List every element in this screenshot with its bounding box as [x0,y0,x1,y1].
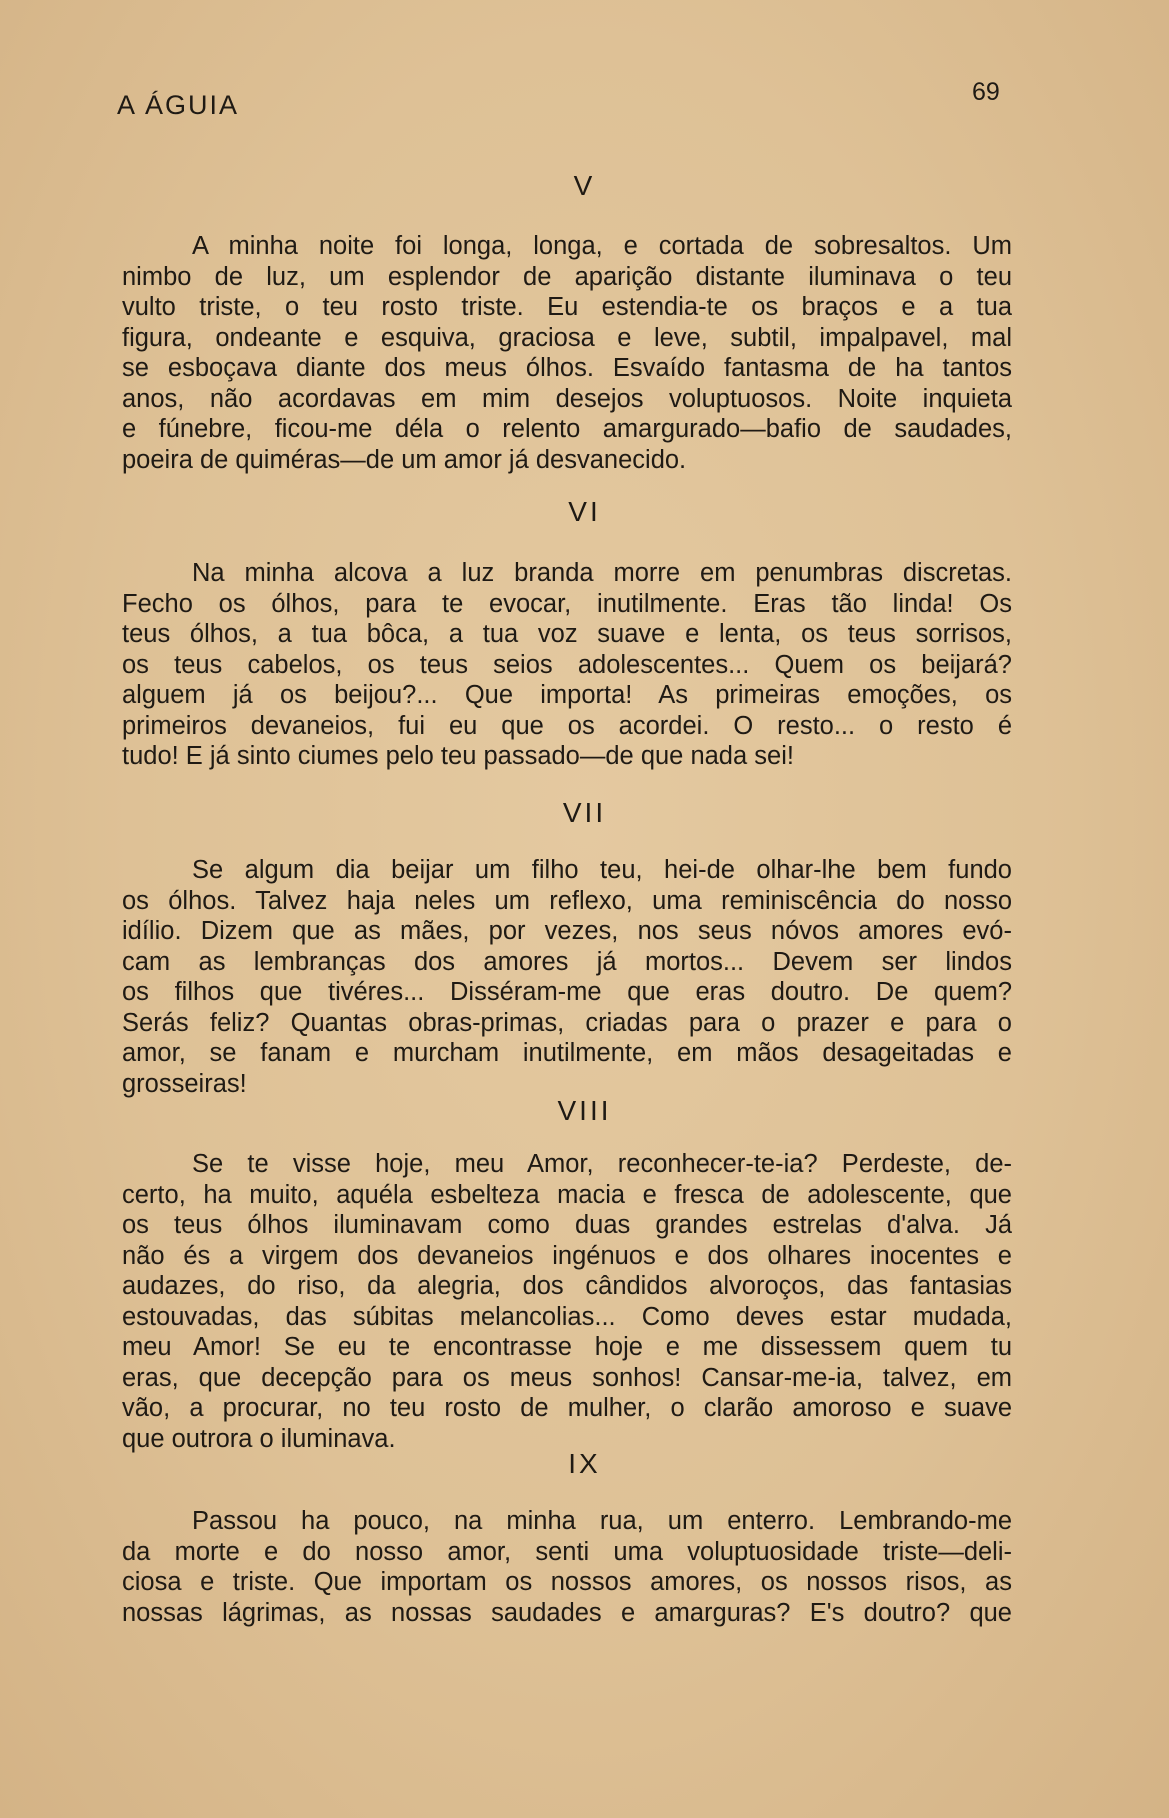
text-line: Passou ha pouco, na minha rua, um enterro. Lembrando-me [192,1507,1012,1535]
text-line: e fúnebre, ficou-me déla o relento amargurado—bafio de saudades, [122,415,1012,443]
text-line: se esboçava diante dos meus ólhos. Esvaído fantasma de ha tantos [122,354,1012,382]
text-line: poeira de quiméras—de um amor já desvanecido. [122,445,687,474]
text-line: não és a virgem dos devaneios ingénuos e dos olhares inocentes e [122,1241,1012,1270]
section-ix-text [122,1506,1012,1628]
text-line: meu Amor! Se eu te encontrasse hoje e me dissessem quem tu [122,1333,1012,1361]
text-line: eras, que decepção para os meus sonhos! Cansar-me-ia, talvez, em [122,1363,1012,1392]
text-line: grosseiras! [122,1069,247,1098]
section-heading-vii: VII [562,797,607,828]
text-line: os teus cabelos, os teus seios adolescentes... Quem os beijará? [122,650,1012,679]
text-line: alguem já os beijou?... Que importa! As primeiras emoções, os [122,681,1012,709]
text-line: os teus ólhos iluminavam como duas grandes estrelas d'alva. Já [122,1211,1012,1239]
text-line: idílio. Dizem que as mães, por vezes, nos seus nóvos amores evó- [122,917,1012,945]
text-line: cam as lembranças dos amores já mortos... Devem ser lindos [122,947,1012,976]
text-line: certo, ha muito, aquéla esbelteza macia e fresca de adolescente, que [122,1180,1012,1209]
text-line: os ólhos. Talvez haja neles um reflexo, uma reminiscência do nosso [122,886,1012,915]
section-v-text [122,231,1012,475]
section-vii-text [122,855,1012,1099]
text-line: ciosa e triste. Que importam os nossos amores, os nossos risos, as [122,1568,1012,1596]
text-line: Fecho os ólhos, para te evocar, inutilmente. Eras tão linda! Os [122,589,1012,618]
text-line: amor, se fanam e murcham inutilmente, em mãos desageitadas e [122,1039,1012,1067]
text-line: vão, a procurar, no teu rosto de mulher, o clarão amoroso e suave [122,1394,1012,1422]
text-line: figura, ondeante e esquiva, graciosa e leve, subtil, impalpavel, mal [122,323,1012,352]
text-line: os filhos que tivéres... Disséram-me que eras doutro. De quem? [122,978,1012,1006]
text-line: primeiros devaneios, fui eu que os acordei. O resto... o resto é [122,711,1012,740]
text-line: vulto triste, o teu rosto triste. Eu estendia-te os braços e a tua [122,293,1012,321]
text-line: Se te visse hoje, meu Amor, reconhecer-te-ia? Perdeste, de- [192,1150,1012,1178]
section-heading-ix: IX [568,1448,601,1479]
text-line: estouvadas, das súbitas melancolias... Como deves estar mudada, [122,1302,1012,1331]
text-line: tudo! E já sinto ciumes pelo teu passado—de que nada sei! [122,742,794,770]
text-line: da morte e do nosso amor, senti uma voluptuosidade triste—deli- [122,1537,1012,1566]
text-line: A minha noite foi longa, longa, e cortada de sobresaltos. Um [192,232,1012,260]
section-heading-viii: VIII [557,1095,612,1126]
page-number: 69 [972,78,1000,106]
text-line: anos, não acordavas em mim desejos voluptuosos. Noite inquieta [122,384,1012,413]
text-line: Serás feliz? Quantas obras-primas, criadas para o prazer e para o [122,1008,1012,1037]
text-line: audazes, do riso, da alegria, dos cândidos alvoroços, das fantasias [122,1272,1012,1300]
text-line: nimbo de luz, um esplendor de aparição distante iluminava o teu [122,262,1012,291]
text-line: Na minha alcova a luz branda morre em penumbras discretas. [192,559,1012,587]
section-heading-vi: VI [568,496,601,527]
section-viii-text [122,1149,1012,1454]
running-title: A ÁGUIA [117,90,240,120]
section-vi-text [122,558,1012,772]
text-line: Se algum dia beijar um filho teu, hei-de olhar-lhe bem fundo [192,856,1012,884]
text-line: que outrora o iluminava. [122,1424,396,1453]
text-line: nossas lágrimas, as nossas saudades e amarguras? E's doutro? que [122,1598,1012,1627]
text-line: teus ólhos, a tua bôca, a tua voz suave e lenta, os teus sorrisos, [122,620,1012,648]
section-heading-v: V [573,170,596,201]
